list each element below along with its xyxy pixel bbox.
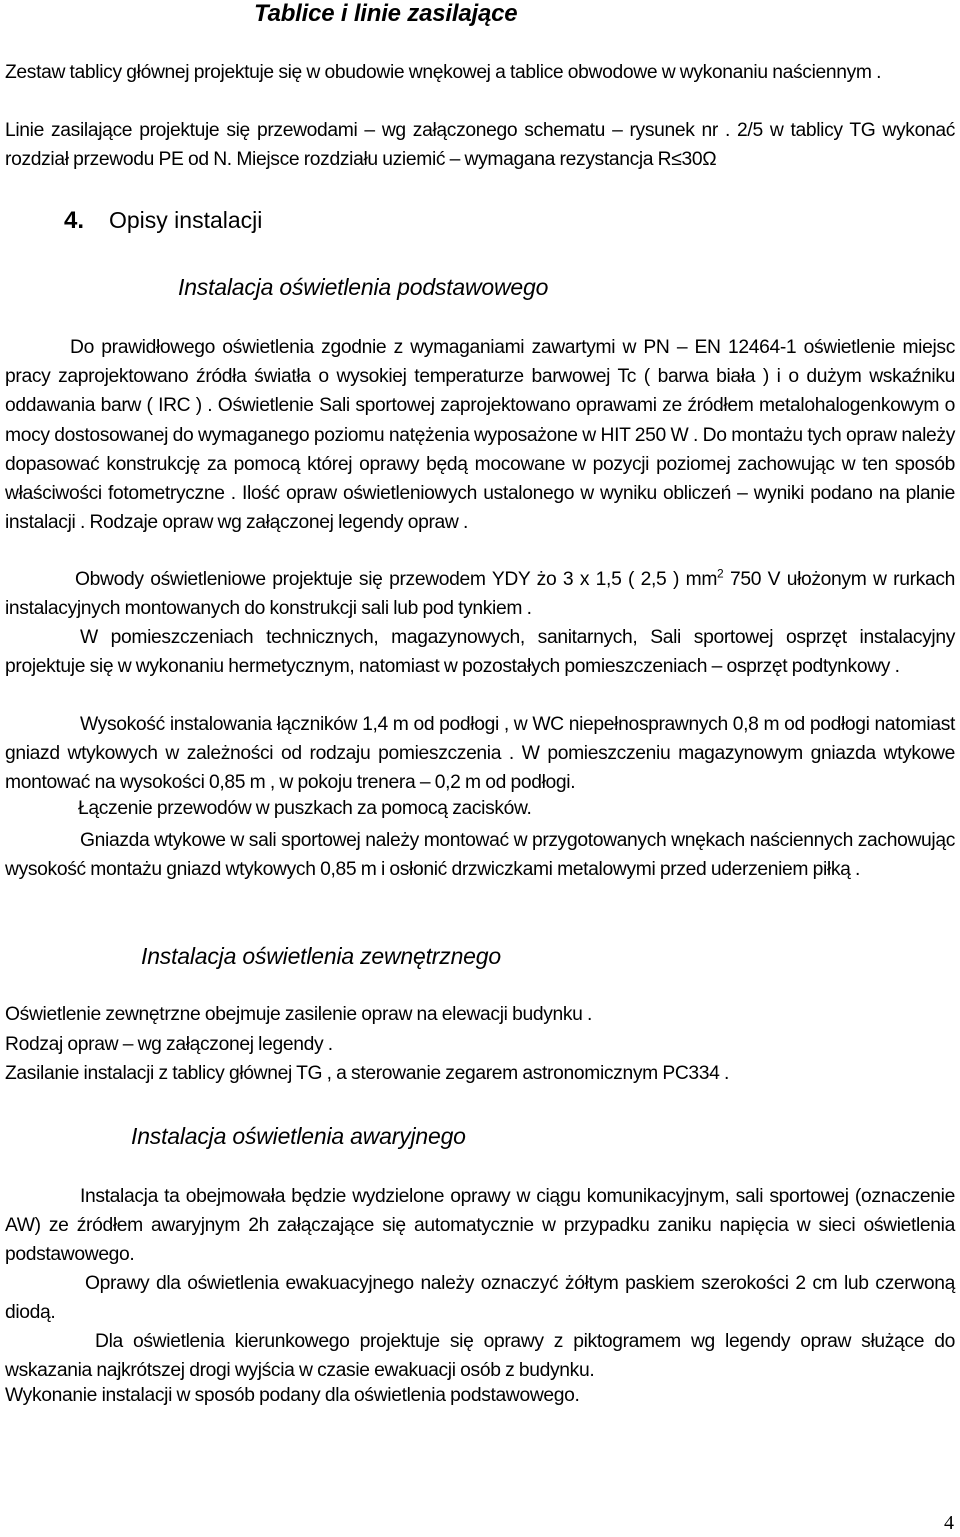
cable-spec-text: Obwody oświetleniowe projektuje się przewodem YDY żo 3 x 1,5 ( 2,5 ) mm [75,569,718,590]
cable-spec-rest: 750 V ułożonym w rurkach instalacyjnych montowanych do konstrukcji sali lub pod tynkiem . [5,569,955,620]
section-number: 4. [64,207,85,234]
intro-paragraph-1: Zestaw tablicy głównej projektuje się w obudowie wnękowej a tablice obwodowe w wykonaniu naściennym . [5,62,882,83]
emergency-lighting-paragraph-2: Oprawy dla oświetlenia ewakuacyjnego należy oznaczyć żółtym paskiem szerokości 2 cm lub czerwoną diodą. [5,1273,955,1324]
external-lighting-line-3: Zasilanie instalacji z tablicy głównej TG , a sterowanie zegarem astronomicznym PC334 . [5,1063,730,1084]
page-number: 4 [944,1512,954,1534]
basic-lighting-paragraph-3: W pomieszczeniach technicznych, magazynowych, sanitarnych, Sali sportowej osprzęt instalacyjny projektuje się w wykonaniu hermetycznym, natomiast w pozostałych pomieszczeniach – osprzęt podtynkowy . [5,627,955,678]
basic-lighting-paragraph-2 [5,565,955,623]
intro-paragraph-2: Linie zasilające projektuje się przewodami – wg załączonego schematu – rysunek nr . 2/5 w tablicy TG wykonać rozdział przewodu PE od N. Miejsce rozdziału uziemić – wymagana rezystancja R≤30Ω [5,120,955,171]
basic-lighting-paragraph-1: Do prawidłowego oświetlenia zgodnie z wymaganiami zawartymi w PN – EN 12464-1 oświetlenie miejsc pracy zaprojektowano źródła światła o wysokiej temperaturze barwowej Tc ( barwa biała ) i o dużym wskaźniku oddawania barw ( IRC ) . Oświetlenie Sali sportowej zaprojektowano oprawami ze źródłem metalohalogenkowym o mocy dostosowanej do wymaganego poziomu natężenia wyposażone w HIT 250 W . Do montażu tych opraw należy dopasować konstrukcję za pomocą której oprawy będą mocowane w pozycji poziomej zachowując w ten sposób właściwości fotometryczne . Ilość opraw oświetleniowych ustalonego w wyniku obliczeń – wyniki podano na planie instalacji . Rodzaje opraw wg załączonej legendy opraw . [5,337,955,534]
basic-lighting-paragraph-5: Łączenie przewodów w puszkach za pomocą zacisków. [78,798,532,819]
basic-lighting-heading: Instalacja oświetlenia podstawowego [178,274,549,300]
external-lighting-line-2: Rodzaj opraw – wg załączonej legendy . [5,1034,333,1055]
emergency-lighting-paragraph-4: Wykonanie instalacji w sposób podany dla oświetlenia podstawowego. [5,1385,580,1406]
external-lighting-heading: Instalacja oświetlenia zewnętrznego [141,943,501,969]
document-title: Tablice i linie zasilające [254,0,518,27]
basic-lighting-paragraph-6: Gniazda wtykowe w sali sportowej należy montować w przygotowanych wnękach naściennych zachowując wysokość montażu gniazd wtykowych 0,85 m i osłonić drzwiczkami metalowymi przed uderzeniem piłką . [5,830,955,881]
emergency-lighting-heading: Instalacja oświetlenia awaryjnego [131,1123,466,1149]
basic-lighting-paragraph-4: Wysokość instalowania łączników 1,4 m od podłogi , w WC niepełnosprawnych 0,8 m od podłogi natomiast gniazd wtykowych w zależności od rodzaju pomieszczenia . W pomieszczeniu magazynowym gniazda wtykowe montować na wysokości 0,85 m , w pokoju trenera – 0,2 m od podłogi. [5,714,955,794]
emergency-lighting-paragraph-1: Instalacja ta obejmowała będzie wydzielone oprawy w ciągu komunikacyjnym, sali sportowej (oznaczenie AW) ze źródłem awaryjnym 2h załączające się automatycznie w przypadku zaniku napięcia w sieci oświetlenia podstawowego. [5,1186,955,1266]
superscript-2: 2 [717,566,724,581]
external-lighting-line-1: Oświetlenie zewnętrzne obejmuje zasilenie opraw na elewacji budynku . [5,1004,593,1025]
section-title: Opisy instalacji [109,207,263,233]
emergency-lighting-paragraph-3: Dla oświetlenia kierunkowego projektuje się oprawy z piktogramem wg legendy opraw służące do wskazania najkrótszej drogi wyjścia w czasie ewakuacji osób z budynku. [5,1331,955,1382]
